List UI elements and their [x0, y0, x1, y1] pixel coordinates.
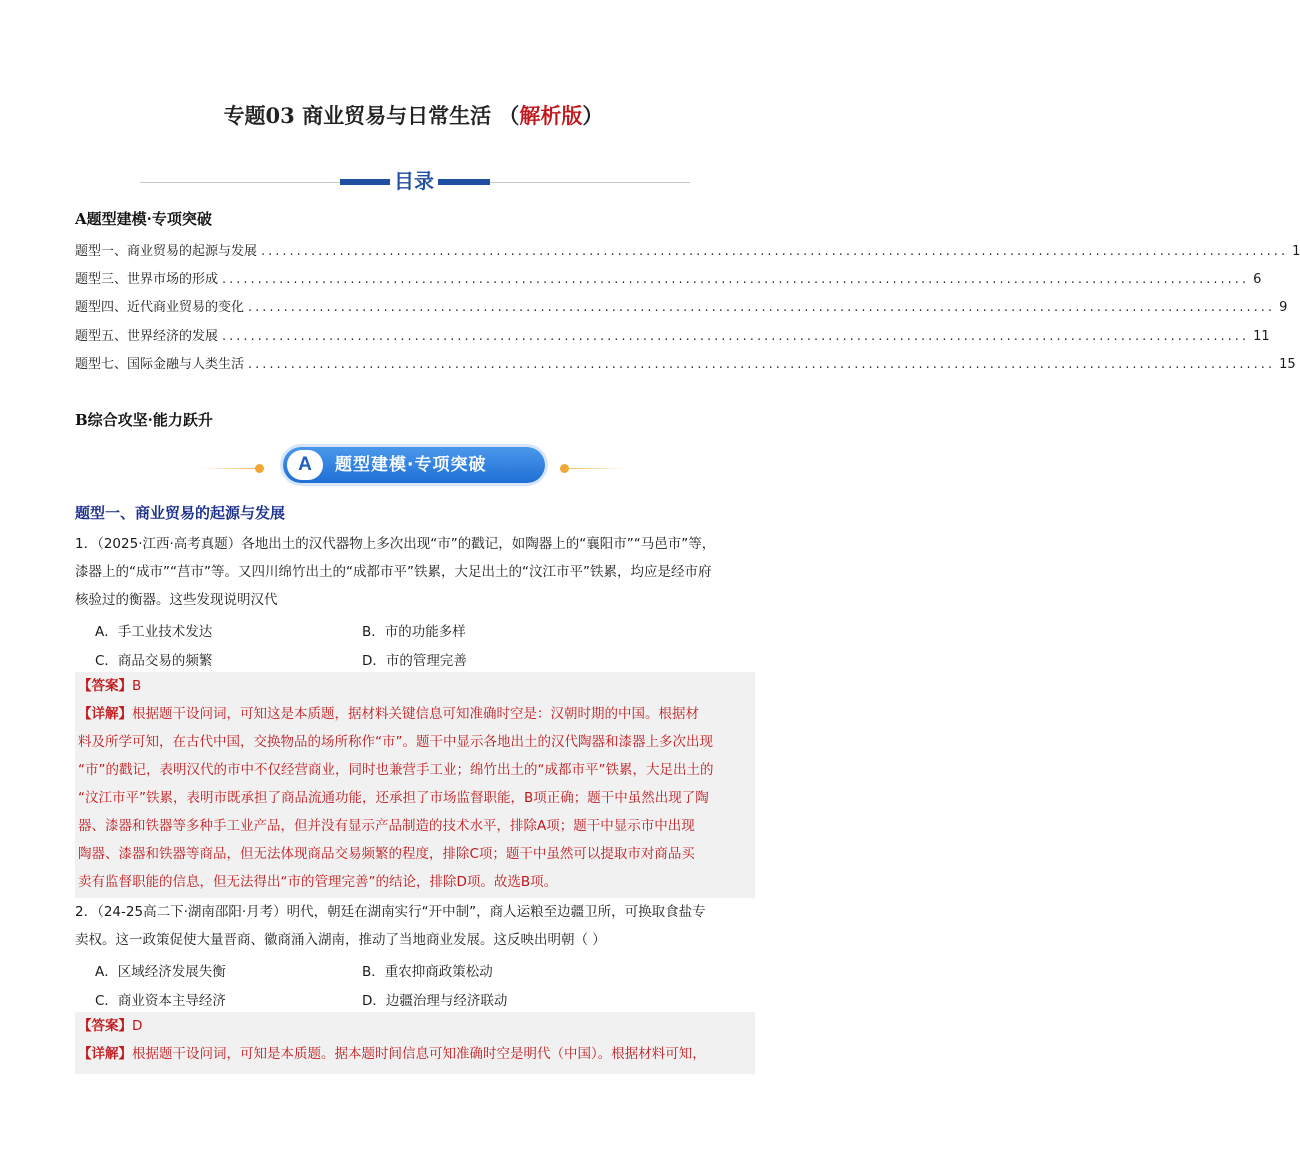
stem-line: 卖权。这一政策促使大量晋商、徽商涌入湖南，推动了当地商业发展。这反映出明朝（ ） — [75, 932, 606, 948]
q1-detail — [75, 700, 755, 896]
toc-leader: ................................................................................................................................................ — [222, 272, 1250, 287]
detail-line: 根据题干设问词，可知是本质题。据本题时间信息可知准确时空是明代（中国）。根据材料可知， — [132, 1046, 706, 1062]
title-main: 专题03 商业贸易与日常生活 （ — [223, 103, 520, 128]
banner-text: 题型建模·专项突破 — [335, 455, 487, 475]
toc-item-label: 题型七、国际金融与人类生活 — [75, 357, 245, 372]
q2-answer-box — [75, 1012, 755, 1074]
title-close: ） — [582, 103, 604, 128]
toc-item[interactable] — [75, 296, 1288, 316]
question-2-stem — [75, 898, 755, 954]
stem-line: 1．（2025·江西·高考真题）各地出土的汉代器物上多次出现“市”的戳记，如陶器上的“襄阳市”“马邑市”等， — [75, 536, 716, 552]
q1-answer — [75, 672, 755, 700]
detail-line: “汶江市平”铁累，表明市既承担了商品流通功能，还承担了市场监督职能，B项正确；题干中虽然出现了陶 — [78, 790, 709, 806]
q1-option-a[interactable]: A．手工业技术发达 — [95, 624, 213, 640]
q1-option-d[interactable]: D．市的管理完善 — [362, 653, 467, 669]
stem-line: 2．（24-25高二下·湖南邵阳·月考）明代，朝廷在湖南实行“开中制”，商人运粮至边疆卫所，可换取食盐专 — [75, 904, 706, 920]
answer-label: 【答案】 — [78, 1018, 132, 1034]
toc-leader: ................................................................................................................................................ — [248, 357, 1276, 372]
title-highlight: 解析版 — [519, 103, 583, 128]
toc-item-label: 题型一、商业贸易的起源与发展 — [75, 244, 258, 259]
detail-line: 器、漆器和铁器等多种手工业产品，但并没有显示产品制造的技术水平，排除A项；题干中显示市中出现 — [78, 818, 695, 834]
question-1-stem — [75, 530, 755, 614]
toc-bar-right — [438, 179, 490, 185]
q2-option-b[interactable]: B．重农抑商政策松动 — [362, 964, 493, 980]
detail-line: 料及所学可知，在古代中国，交换物品的场所称作“市”。题干中显示各地出土的汉代陶器和漆器上多次出现 — [78, 734, 713, 750]
question-type-title: 题型一、商业贸易的起源与发展 — [75, 504, 286, 522]
toc-item-label: 题型四、近代商业贸易的变化 — [75, 300, 245, 315]
q2-option-c[interactable]: C．商业资本主导经济 — [95, 993, 226, 1009]
detail-label: 【详解】 — [78, 1046, 132, 1062]
detail-line: 陶器、漆器和铁器等商品，但无法体现商品交易频繁的程度，排除C项；题干中虽然可以提取市对商品买 — [78, 846, 695, 862]
page-title — [0, 100, 827, 130]
banner-dot-left — [255, 464, 264, 473]
toc-divider-right — [490, 182, 690, 183]
q1-answer-box — [75, 672, 755, 898]
toc-item-page: 15 — [1279, 357, 1296, 372]
toc-item-page: 1 — [1292, 244, 1300, 259]
q2-option-a[interactable]: A．区域经济发展失衡 — [95, 964, 226, 980]
toc-heading: 目录 — [394, 169, 434, 193]
toc-item[interactable] — [75, 240, 1300, 260]
section-banner — [283, 447, 545, 483]
toc-item[interactable] — [75, 268, 1262, 288]
q1-option-c[interactable]: C．商品交易的频繁 — [95, 653, 213, 669]
toc-divider-left — [140, 182, 340, 183]
banner-line-right — [566, 468, 626, 469]
banner-line-left — [200, 468, 258, 469]
q2-option-d[interactable]: D．边疆治理与经济联动 — [362, 993, 508, 1009]
answer-value: D — [132, 1018, 143, 1034]
banner-badge: A — [287, 450, 323, 480]
detail-line: “市”的戳记，表明汉代的市中不仅经营商业，同时也兼营手工业；绵竹出土的“成都市平”铁累，大足出土的 — [78, 762, 714, 778]
q2-detail — [75, 1040, 755, 1068]
toc-item[interactable] — [75, 353, 1296, 373]
toc-item-page: 11 — [1253, 329, 1270, 344]
stem-line: 核验过的衡器。这些发现说明汉代 — [75, 592, 278, 608]
toc-item[interactable] — [75, 325, 1270, 345]
toc-item-label: 题型三、世界市场的形成 — [75, 272, 219, 287]
q1-option-b[interactable]: B．市的功能多样 — [362, 624, 466, 640]
toc-item-page: 9 — [1279, 300, 1288, 315]
toc-bar-left — [340, 179, 390, 185]
toc-item-page: 6 — [1253, 272, 1262, 287]
detail-label: 【详解】 — [78, 706, 132, 722]
q2-answer — [75, 1012, 755, 1040]
toc-leader: ................................................................................................................................................ — [248, 300, 1276, 315]
toc-item-label: 题型五、世界经济的发展 — [75, 329, 219, 344]
toc-section-a: A题型建模·专项突破 — [75, 210, 212, 228]
toc-leader: ................................................................................................................................................ — [261, 244, 1289, 259]
stem-line: 漆器上的“成市”“莒市”等。又四川绵竹出土的“成都市平”铁累，大足出土的“汶江市平”铁累，均应是经市府 — [75, 564, 712, 580]
detail-line: 卖有监督职能的信息，但无法得出“市的管理完善”的结论，排除D项。故选B项。 — [78, 874, 558, 890]
toc-section-b: B综合攻坚·能力跃升 — [75, 411, 213, 429]
answer-value: B — [132, 678, 142, 694]
toc-leader: ................................................................................................................................................ — [222, 329, 1250, 344]
answer-label: 【答案】 — [78, 678, 132, 694]
detail-line: 根据题干设问词，可知这是本质题，据材料关键信息可知准确时空是：汉朝时期的中国。根据材 — [132, 706, 699, 722]
